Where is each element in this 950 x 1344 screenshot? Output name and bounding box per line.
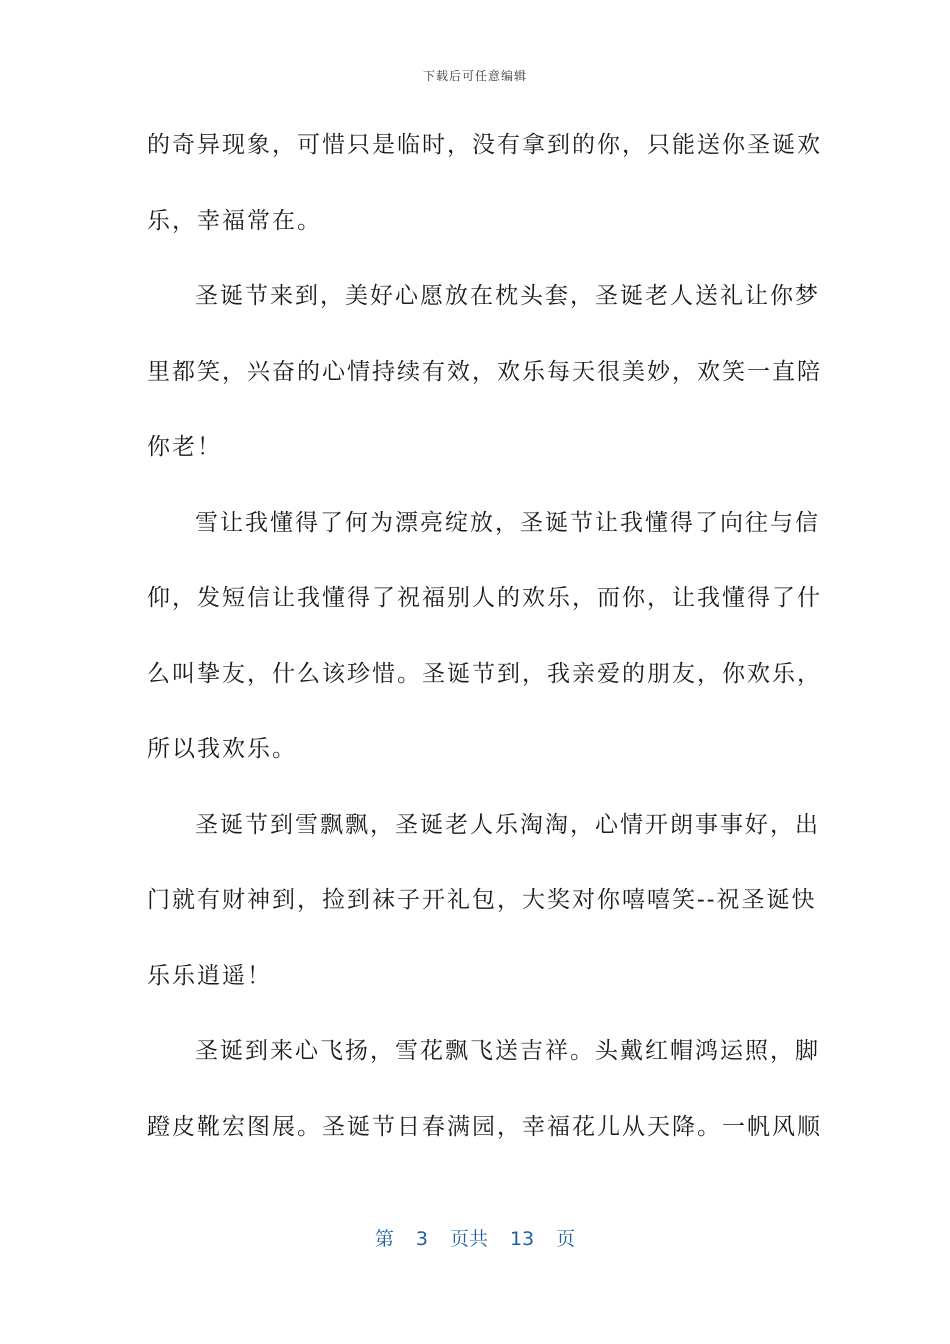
page-label-middle: 页共 xyxy=(449,1228,488,1250)
text-line: 圣诞到来心飞扬，雪花飘飞送吉祥。头戴红帽鸿运照，脚 xyxy=(195,1038,820,1064)
text-line: 里都笑，兴奋的心情持续有效，欢乐每天很美妙，欢笑一直陪 xyxy=(147,358,822,385)
total-pages-number: 13 xyxy=(509,1228,535,1250)
header-note: 下载后可任意编辑 xyxy=(422,69,527,83)
page-label-prefix: 第 xyxy=(374,1228,394,1250)
page-label-suffix: 页 xyxy=(556,1228,576,1250)
text-line: 么叫挚友，什么该珍惜。圣诞节到，我亲爱的朋友，你欢乐， xyxy=(147,660,822,687)
current-page-number: 3 xyxy=(415,1228,428,1250)
text-line: 的奇异现象，可惜只是临时，没有拿到的你，只能送你圣诞欢 xyxy=(147,132,822,158)
text-line: 仰，发短信让我懂得了祝福别人的欢乐，而你，让我懂得了什 xyxy=(147,585,822,611)
text-line: 圣诞节到雪飘飘，圣诞老人乐淘淘，心情开朗事事好，出 xyxy=(195,811,820,838)
text-line: 乐，幸福常在。 xyxy=(147,207,322,234)
page-footer xyxy=(0,1224,950,1251)
text-line: 圣诞节来到，美好心愿放在枕头套，圣诞老人送礼让你梦 xyxy=(195,283,820,309)
text-line: 你老！ xyxy=(147,434,222,460)
document-body xyxy=(147,108,822,1165)
text-line: 雪让我懂得了何为漂亮绽放，圣诞节让我懂得了向往与信 xyxy=(195,509,820,536)
text-line: 所以我欢乐。 xyxy=(147,736,297,762)
text-line: 乐乐逍遥！ xyxy=(147,962,272,989)
text-line: 蹬皮靴宏图展。圣诞节日春满园，幸福花儿从天降。一帆风顺 xyxy=(147,1113,822,1140)
text-line: 门就有财神到，捡到袜子开礼包，大奖对你嘻嘻笑--祝圣诞快 xyxy=(147,887,817,913)
